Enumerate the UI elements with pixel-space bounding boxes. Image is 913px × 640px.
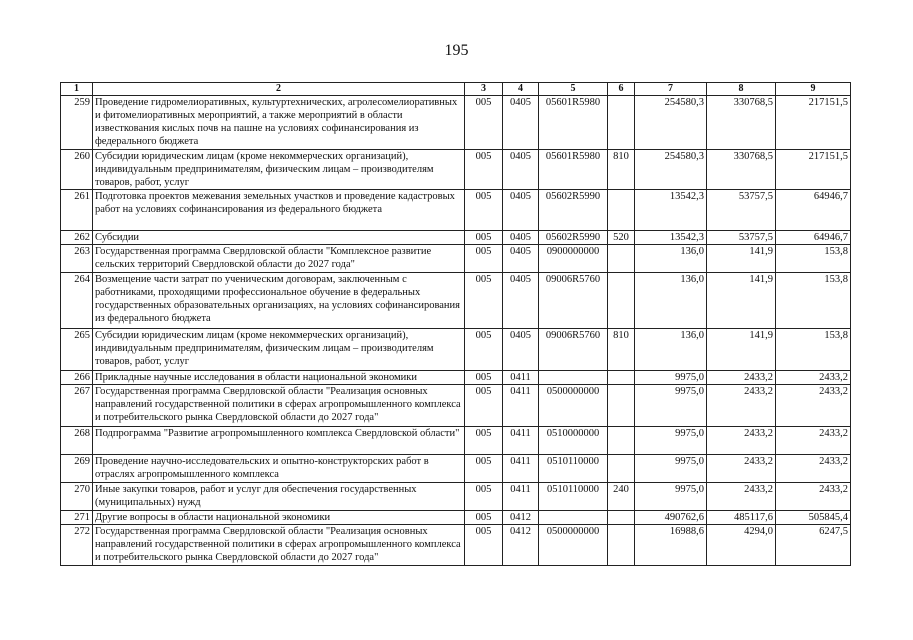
- row-section-code: 0411: [503, 371, 539, 385]
- table-row: [61, 273, 851, 329]
- row-section-code: 0405: [503, 273, 539, 329]
- table-row: [61, 455, 851, 483]
- row-value-col9: 2433,2: [776, 483, 851, 511]
- row-expense-type: [608, 525, 635, 566]
- row-value-col8: 53757,5: [707, 190, 776, 231]
- table-row: [61, 525, 851, 566]
- row-expense-type: 240: [608, 483, 635, 511]
- row-number: 260: [61, 150, 93, 190]
- row-target-code: 05601R5980: [539, 150, 608, 190]
- row-value-col9: 64946,7: [776, 190, 851, 231]
- row-number: 270: [61, 483, 93, 511]
- row-description: Государственная программа Свердловской области "Реализация основных направлений государственной политики в сферах агропромышленного комплекса и потребительского рынка Свердловской области до 2027 года": [93, 385, 465, 427]
- row-value-col8: 485117,6: [707, 511, 776, 525]
- row-number: 268: [61, 427, 93, 455]
- row-value-col7: 490762,6: [635, 511, 707, 525]
- row-expense-type: [608, 371, 635, 385]
- row-value-col7: 254580,3: [635, 150, 707, 190]
- row-expense-type: 520: [608, 231, 635, 245]
- row-description: Прикладные научные исследования в области национальной экономики: [93, 371, 465, 385]
- row-target-code: 09006R5760: [539, 329, 608, 371]
- row-value-col9: 6247,5: [776, 525, 851, 566]
- row-description: Проведение гидромелиоративных, культуртехнических, агролесомелиоративных и фитомелиоративных мероприятий, а также мероприятий в области известкования кислых почв на пашне на условиях софинансирования из федерального бюджета: [93, 96, 465, 150]
- row-ministry-code: 005: [465, 150, 503, 190]
- row-ministry-code: 005: [465, 329, 503, 371]
- row-section-code: 0405: [503, 150, 539, 190]
- row-expense-type: 810: [608, 329, 635, 371]
- row-value-col7: 9975,0: [635, 371, 707, 385]
- table-row: [61, 150, 851, 190]
- row-value-col8: 141,9: [707, 329, 776, 371]
- row-section-code: 0405: [503, 190, 539, 231]
- row-value-col7: 16988,6: [635, 525, 707, 566]
- row-expense-type: [608, 245, 635, 273]
- row-description: Другие вопросы в области национальной экономики: [93, 511, 465, 525]
- row-ministry-code: 005: [465, 96, 503, 150]
- row-value-col8: 141,9: [707, 273, 776, 329]
- column-header: 9: [776, 83, 851, 96]
- table-row: [61, 511, 851, 525]
- row-value-col7: 136,0: [635, 245, 707, 273]
- row-value-col8: 4294,0: [707, 525, 776, 566]
- row-description: Возмещение части затрат по ученическим договорам, заключенным с работниками, проходящими профессиональное обучение в федеральных государственных образовательных организациях, на условиях софинансирования из федерального бюджета: [93, 273, 465, 329]
- row-number: 261: [61, 190, 93, 231]
- row-value-col7: 9975,0: [635, 483, 707, 511]
- row-ministry-code: 005: [465, 511, 503, 525]
- column-header: 8: [707, 83, 776, 96]
- row-value-col9: 2433,2: [776, 385, 851, 427]
- page-number: 195: [444, 42, 469, 59]
- row-value-col8: 2433,2: [707, 385, 776, 427]
- row-target-code: 05601R5980: [539, 96, 608, 150]
- column-header: 7: [635, 83, 707, 96]
- column-header: 6: [608, 83, 635, 96]
- row-number: 264: [61, 273, 93, 329]
- row-value-col7: 13542,3: [635, 231, 707, 245]
- row-section-code: 0411: [503, 455, 539, 483]
- table-row: [61, 245, 851, 273]
- column-header: 1: [61, 83, 93, 96]
- column-header: 4: [503, 83, 539, 96]
- row-value-col9: 217151,5: [776, 150, 851, 190]
- row-value-col9: 153,8: [776, 245, 851, 273]
- row-value-col8: 330768,5: [707, 150, 776, 190]
- row-ministry-code: 005: [465, 427, 503, 455]
- row-description: Государственная программа Свердловской области "Реализация основных направлений государственной политики в сферах агропромышленного комплекса и потребительского рынка Свердловской области до 2027 года": [93, 525, 465, 566]
- row-value-col8: 2433,2: [707, 371, 776, 385]
- row-description: Проведение научно-исследовательских и опытно-конструкторских работ в отраслях агропромышленного комплекса: [93, 455, 465, 483]
- row-description: Субсидии юридическим лицам (кроме некоммерческих организаций), индивидуальным предпринимателям, физическим лицам – производителям товаров, работ, услуг: [93, 150, 465, 190]
- row-expense-type: 810: [608, 150, 635, 190]
- row-value-col7: 9975,0: [635, 385, 707, 427]
- row-value-col8: 2433,2: [707, 483, 776, 511]
- row-section-code: 0405: [503, 231, 539, 245]
- row-value-col9: 217151,5: [776, 96, 851, 150]
- row-target-code: 0500000000: [539, 525, 608, 566]
- row-value-col7: 254580,3: [635, 96, 707, 150]
- row-expense-type: [608, 455, 635, 483]
- budget-table: [60, 82, 851, 566]
- table-body: [61, 96, 851, 566]
- row-target-code: 0500000000: [539, 385, 608, 427]
- row-number: 266: [61, 371, 93, 385]
- table-row: [61, 385, 851, 427]
- row-description: Государственная программа Свердловской области "Комплексное развитие сельских территорий Свердловской области до 2027 года": [93, 245, 465, 273]
- row-value-col9: 2433,2: [776, 427, 851, 455]
- column-header: 5: [539, 83, 608, 96]
- row-section-code: 0411: [503, 483, 539, 511]
- row-value-col9: 153,8: [776, 273, 851, 329]
- row-ministry-code: 005: [465, 231, 503, 245]
- row-target-code: 0510110000: [539, 483, 608, 511]
- row-ministry-code: 005: [465, 455, 503, 483]
- row-expense-type: [608, 96, 635, 150]
- table-row: [61, 371, 851, 385]
- row-number: 265: [61, 329, 93, 371]
- table-row: [61, 427, 851, 455]
- row-value-col9: 153,8: [776, 329, 851, 371]
- table-row: [61, 190, 851, 231]
- row-description: Иные закупки товаров, работ и услуг для обеспечения государственных (муниципальных) нужд: [93, 483, 465, 511]
- row-value-col8: 2433,2: [707, 427, 776, 455]
- table-row: [61, 96, 851, 150]
- table-row: [61, 329, 851, 371]
- row-ministry-code: 005: [465, 245, 503, 273]
- row-value-col8: 141,9: [707, 245, 776, 273]
- row-value-col7: 9975,0: [635, 427, 707, 455]
- row-target-code: [539, 371, 608, 385]
- row-target-code: 0510110000: [539, 455, 608, 483]
- table-row: [61, 231, 851, 245]
- row-section-code: 0411: [503, 427, 539, 455]
- row-target-code: 09006R5760: [539, 273, 608, 329]
- row-ministry-code: 005: [465, 525, 503, 566]
- row-target-code: 05602R5990: [539, 190, 608, 231]
- row-section-code: 0412: [503, 511, 539, 525]
- row-expense-type: [608, 190, 635, 231]
- row-number: 271: [61, 511, 93, 525]
- row-ministry-code: 005: [465, 273, 503, 329]
- row-section-code: 0411: [503, 385, 539, 427]
- row-number: 262: [61, 231, 93, 245]
- row-ministry-code: 005: [465, 483, 503, 511]
- row-value-col7: 9975,0: [635, 455, 707, 483]
- row-target-code: 0900000000: [539, 245, 608, 273]
- row-expense-type: [608, 273, 635, 329]
- row-ministry-code: 005: [465, 371, 503, 385]
- row-number: 269: [61, 455, 93, 483]
- row-value-col9: 2433,2: [776, 371, 851, 385]
- row-description: Подпрограмма "Развитие агропромышленного комплекса Свердловской области": [93, 427, 465, 455]
- row-ministry-code: 005: [465, 385, 503, 427]
- row-value-col9: 505845,4: [776, 511, 851, 525]
- row-target-code: 05602R5990: [539, 231, 608, 245]
- row-value-col9: 2433,2: [776, 455, 851, 483]
- row-expense-type: [608, 427, 635, 455]
- row-description: Подготовка проектов межевания земельных участков и проведение кадастровых работ на условиях софинансирования из федерального бюджета: [93, 190, 465, 231]
- row-description: Субсидии юридическим лицам (кроме некоммерческих организаций), индивидуальным предпринимателям, физическим лицам – производителям товаров, работ, услуг: [93, 329, 465, 371]
- row-number: 263: [61, 245, 93, 273]
- row-target-code: [539, 511, 608, 525]
- row-target-code: 0510000000: [539, 427, 608, 455]
- row-section-code: 0405: [503, 245, 539, 273]
- row-value-col8: 53757,5: [707, 231, 776, 245]
- header-row: [61, 83, 851, 96]
- row-description: Субсидии: [93, 231, 465, 245]
- row-expense-type: [608, 511, 635, 525]
- row-number: 259: [61, 96, 93, 150]
- table-row: [61, 483, 851, 511]
- row-value-col7: 13542,3: [635, 190, 707, 231]
- row-value-col8: 2433,2: [707, 455, 776, 483]
- row-section-code: 0405: [503, 96, 539, 150]
- row-value-col7: 136,0: [635, 273, 707, 329]
- row-value-col7: 136,0: [635, 329, 707, 371]
- column-header: 2: [93, 83, 465, 96]
- row-number: 267: [61, 385, 93, 427]
- column-header: 3: [465, 83, 503, 96]
- row-ministry-code: 005: [465, 190, 503, 231]
- row-section-code: 0405: [503, 329, 539, 371]
- row-value-col8: 330768,5: [707, 96, 776, 150]
- row-number: 272: [61, 525, 93, 566]
- row-value-col9: 64946,7: [776, 231, 851, 245]
- row-section-code: 0412: [503, 525, 539, 566]
- row-expense-type: [608, 385, 635, 427]
